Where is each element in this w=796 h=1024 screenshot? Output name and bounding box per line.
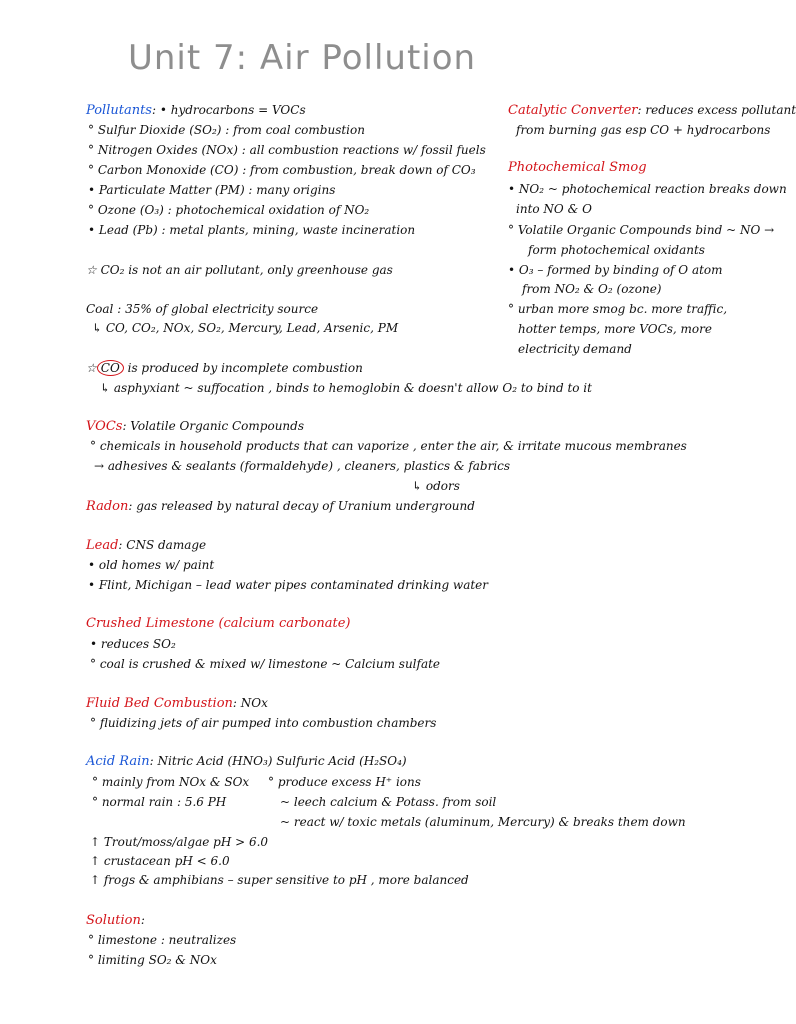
co2-note: ☆ CO₂ is not an air pollutant, only greenhouse gas [86, 263, 393, 277]
lead-header [86, 537, 206, 554]
catalytic-heading: Catalytic Converter [508, 103, 638, 118]
acid-rain-text: : Nitric Acid (HNO₃) Sulfuric Acid (H₂SO₄) [149, 754, 407, 768]
fluid-bed-line: ° fluidizing jets of air pumped into combustion chambers [90, 716, 437, 730]
acid-rain-header [86, 753, 407, 770]
tolerance-line: ↑ Trout/moss/algae pH > 6.0 [90, 835, 269, 849]
solution-line: ° limiting SO₂ & NOx [88, 953, 217, 967]
smog-line: • NO₂ ~ photochemical reaction breaks down [508, 182, 787, 196]
pollutant-item: ° Ozone (O₃) : photochemical oxidation of NO₂ [88, 203, 370, 217]
coal-products: ↳ CO, CO₂, NOx, SO₂, Mercury, Lead, Arsenic, PM [92, 321, 399, 335]
acid-rain-right: ° produce excess H⁺ ions [268, 775, 421, 789]
co-circled-label: CO [97, 360, 124, 376]
pollutant-item: • Lead (Pb) : metal plants, mining, waste incineration [88, 223, 416, 237]
solution-heading: Solution [86, 913, 141, 928]
fluid-bed-header [86, 695, 268, 712]
limestone-heading: Crushed Limestone (calcium carbonate) [86, 616, 351, 631]
acid-rain-left: ° normal rain : 5.6 PH [92, 795, 227, 809]
smog-line: hotter temps, more VOCs, more [518, 322, 712, 336]
smog-line: from NO₂ & O₂ (ozone) [522, 282, 662, 296]
acid-rain-left: ° mainly from NOx & SOx [92, 775, 250, 789]
smog-line: ° Volatile Organic Compounds bind ~ NO → [508, 223, 775, 237]
radon-heading: Radon [86, 499, 129, 514]
tolerance-line: ↑ frogs & amphibians – super sensitive to pH , more balanced [90, 873, 469, 887]
smog-line: ° urban more smog bc. more traffic, [508, 302, 728, 316]
star-icon: ☆ [86, 361, 97, 375]
acid-rain-heading: Acid Rain [86, 754, 150, 769]
smog-line: electricity demand [518, 342, 632, 356]
vocs-line: ↳ odors [412, 479, 460, 493]
pollutants-heading: Pollutants [86, 103, 152, 118]
page-title: Unit 7: Air Pollution [128, 38, 477, 78]
solution-header [86, 912, 145, 929]
pollutant-item: • Particulate Matter (PM) : many origins [88, 183, 336, 197]
tolerance-line: ↑ crustacean pH < 6.0 [90, 854, 230, 868]
radon-line [86, 498, 475, 515]
vocs-header [86, 418, 304, 435]
lead-text: : CNS damage [118, 538, 207, 552]
co-effects: ↳ asphyxiant ~ suffocation , binds to hemoglobin & doesn't allow O₂ to bind to it [100, 381, 592, 395]
catalytic-text1: : reduces excess pollutant [637, 103, 796, 117]
lead-line: • old homes w/ paint [88, 558, 215, 572]
pollutant-item: ° Carbon Monoxide (CO) : from combustion, break down of CO₃ [88, 163, 476, 177]
lead-heading: Lead [86, 538, 119, 553]
solution-line: ° limestone : neutralizes [88, 933, 237, 947]
pollutant-item: ° Sulfur Dioxide (SO₂) : from coal combustion [88, 123, 365, 137]
fluid-bed-heading: Fluid Bed Combustion [86, 696, 233, 711]
pollutant-item: ° Nitrogen Oxides (NOx) : all combustion reactions w/ fossil fuels [88, 143, 486, 157]
vocs-line: ° chemicals in household products that can vaporize , enter the air, & irritate mucous membranes [90, 439, 687, 453]
co-text: is produced by incomplete combustion [123, 361, 363, 375]
smog-line: • O₃ – formed by binding of O atom [508, 263, 723, 277]
limestone-line: ° coal is crushed & mixed w/ limestone ~ Calcium sulfate [90, 657, 441, 671]
pollutants-intro: : • hydrocarbons = VOCs [151, 103, 306, 117]
fluid-bed-text: : NOx [232, 696, 268, 710]
vocs-line: → adhesives & sealants (formaldehyde) , cleaners, plastics & fabrics [94, 459, 511, 473]
vocs-heading: VOCs [86, 419, 123, 434]
acid-rain-right: ~ react w/ toxic metals (aluminum, Mercury) & breaks them down [280, 815, 686, 829]
limestone-line: • reduces SO₂ [90, 637, 176, 651]
coal-line: Coal : 35% of global electricity source [86, 302, 319, 316]
smog-heading: Photochemical Smog [508, 160, 647, 175]
smog-line: form photochemical oxidants [528, 243, 705, 257]
acid-rain-right: ~ leech calcium & Potass. from soil [280, 795, 497, 809]
vocs-title: : Volatile Organic Compounds [122, 419, 304, 433]
solution-colon: : [140, 913, 145, 927]
catalytic-text2: from burning gas esp CO + hydrocarbons [516, 123, 771, 137]
catalytic-header [508, 102, 796, 119]
smog-line: into NO & O [516, 202, 592, 216]
lead-line: • Flint, Michigan – lead water pipes contaminated drinking water [88, 578, 489, 592]
co-line [86, 360, 363, 376]
pollutants-header [86, 102, 306, 119]
radon-text: : gas released by natural decay of Uranium underground [128, 499, 475, 513]
